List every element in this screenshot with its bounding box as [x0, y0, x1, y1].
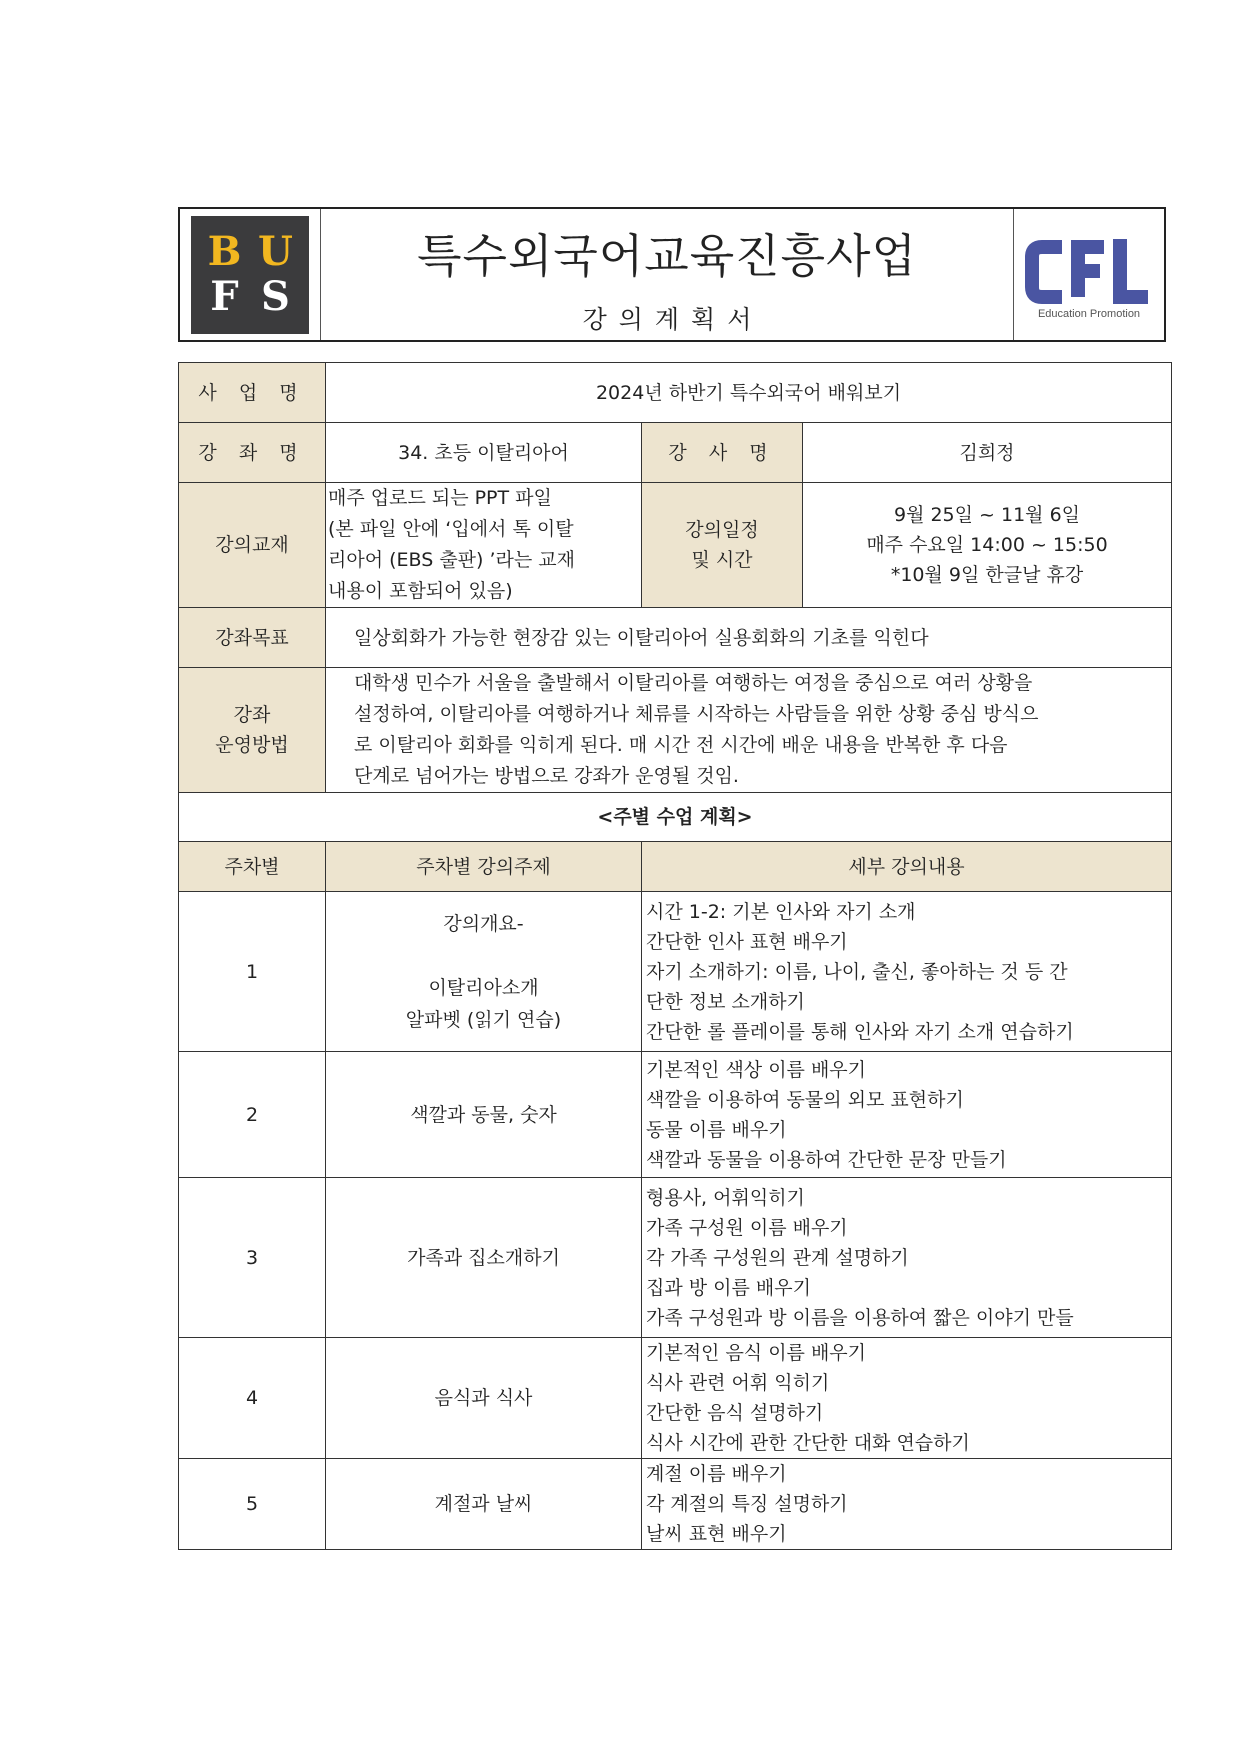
document-subtitle: 강의계획서	[582, 304, 764, 334]
col-week-header: 주차별	[179, 842, 326, 892]
week-row	[179, 1178, 1172, 1338]
material-line: (본 파일 안에 ‘입에서 톡 이탈	[328, 518, 574, 540]
goal-value: 일상회화가 가능한 현장감 있는 이탈리아어 실용회화의 기초를 익힌다	[326, 608, 1172, 668]
goal-row	[179, 608, 1172, 668]
project-label: 사 업 명	[179, 363, 326, 423]
detail-line: 식사 시간에 관한 간단한 대화 연습하기	[646, 1432, 970, 1454]
schedule-line: 9월 25일 ~ 11월 6일	[893, 504, 1081, 526]
cfl-logo-cell	[1013, 209, 1164, 340]
material-line: 내용이 포함되어 있음)	[328, 580, 513, 602]
detail-line: 식사 관련 어휘 익히기	[646, 1372, 830, 1394]
week-topic	[326, 892, 642, 1052]
method-value	[326, 668, 1172, 793]
detail-line: 가족 구성원과 방 이름을 이용하여 짧은 이야기 만들	[646, 1306, 1074, 1329]
project-row	[179, 363, 1172, 423]
week-topic: 음식과 식사	[326, 1338, 642, 1459]
col-detail-header: 세부 강의내용	[642, 842, 1172, 892]
week-details	[642, 1052, 1172, 1178]
method-line: 설정하여, 이탈리아를 여행하거나 체류를 시작하는 사람들을 위한 상황 중심 방식으	[354, 703, 1039, 725]
material-value	[326, 483, 642, 608]
week-details	[642, 892, 1172, 1052]
goal-label: 강좌목표	[179, 608, 326, 668]
document-title: 특수외국어교육진흥사업	[417, 228, 917, 283]
week-number: 3	[179, 1178, 326, 1338]
detail-line: 간단한 롤 플레이를 통해 인사와 자기 소개 연습하기	[646, 1020, 1074, 1043]
schedule-label-line: 및 시간	[691, 549, 753, 571]
method-row	[179, 668, 1172, 793]
detail-line: 단한 정보 소개하기	[646, 990, 805, 1013]
schedule-line: 매주 수요일 14:00 ~ 15:50	[866, 534, 1108, 556]
week-details	[642, 1459, 1172, 1550]
week-number: 5	[179, 1459, 326, 1550]
detail-line: 시간 1-2: 기본 인사와 자기 소개	[646, 900, 916, 923]
detail-line: 각 가족 구성원의 관계 설명하기	[646, 1246, 909, 1269]
course-row	[179, 423, 1172, 483]
bufs-letter-f: F	[210, 273, 239, 320]
cfl-logo-caption: Education Promotion	[1037, 307, 1141, 320]
weekly-section-title: <주별 수업 계획>	[179, 793, 1172, 842]
instructor-value: 김희정	[803, 423, 1172, 483]
detail-line: 간단한 인사 표현 배우기	[646, 930, 848, 953]
material-line: 매주 업로드 되는 PPT 파일	[328, 487, 552, 509]
week-number: 1	[179, 892, 326, 1052]
detail-line: 동물 이름 배우기	[646, 1118, 787, 1141]
bufs-letter-u: U	[258, 228, 293, 275]
week-row	[179, 892, 1172, 1052]
schedule-label-line: 강의일정	[685, 519, 759, 541]
bufs-letter-s: S	[261, 273, 290, 320]
topic-line	[330, 940, 637, 972]
bufs-letter-b: B	[207, 228, 242, 275]
topic-line: 강의개요-	[443, 912, 524, 935]
detail-line: 자기 소개하기: 이름, 나이, 출신, 좋아하는 것 등 간	[646, 960, 1068, 983]
week-row	[179, 1459, 1172, 1550]
cfl-logo	[1022, 225, 1156, 325]
lecture-plan-table	[178, 362, 1172, 1550]
instructor-label: 강 사 명	[642, 423, 803, 483]
method-label	[179, 668, 326, 793]
week-row	[179, 1052, 1172, 1178]
detail-line: 계절 이름 배우기	[646, 1463, 787, 1485]
week-topic: 가족과 집소개하기	[326, 1178, 642, 1338]
detail-line: 색깔을 이용하여 동물의 외모 표현하기	[646, 1088, 964, 1111]
method-line: 대학생 민수가 서울을 출발해서 이탈리아를 여행하는 여정을 중심으로 여러 상황을	[354, 672, 1033, 694]
header-title-cell	[321, 209, 1013, 340]
bufs-logo-cell	[180, 209, 321, 340]
detail-line: 간단한 음식 설명하기	[646, 1402, 824, 1424]
detail-line: 각 계절의 특징 설명하기	[646, 1493, 848, 1515]
document-header	[178, 207, 1166, 342]
week-details	[642, 1178, 1172, 1338]
detail-line: 기본적인 색상 이름 배우기	[646, 1058, 867, 1081]
weekly-section-row	[179, 793, 1172, 842]
schedule-label	[642, 483, 803, 608]
topic-line: 알파벳 (읽기 연습)	[405, 1008, 562, 1031]
method-line: 로 이탈리아 회화를 익히게 된다. 매 시간 전 시간에 배운 내용을 반복한 후 다음	[354, 734, 1008, 756]
weekly-header-row	[179, 842, 1172, 892]
col-topic-header: 주차별 강의주제	[326, 842, 642, 892]
material-label: 강의교재	[179, 483, 326, 608]
detail-line: 색깔과 동물을 이용하여 간단한 문장 만들기	[646, 1148, 1007, 1171]
material-line: 리아어 (EBS 출판) ’라는 교재	[328, 549, 575, 571]
detail-line: 가족 구성원 이름 배우기	[646, 1216, 848, 1239]
method-label-line: 강좌	[233, 704, 271, 726]
week-row	[179, 1338, 1172, 1459]
week-topic: 색깔과 동물, 숫자	[326, 1052, 642, 1178]
week-number: 4	[179, 1338, 326, 1459]
project-value: 2024년 하반기 특수외국어 배워보기	[326, 363, 1172, 423]
course-value: 34. 초등 이탈리아어	[326, 423, 642, 483]
material-row	[179, 483, 1172, 608]
bufs-logo	[191, 216, 309, 334]
detail-line: 집과 방 이름 배우기	[646, 1276, 811, 1299]
week-number: 2	[179, 1052, 326, 1178]
method-label-line: 운영방법	[215, 734, 289, 756]
detail-line: 형용사, 어휘익히기	[646, 1186, 805, 1209]
week-topic: 계절과 날씨	[326, 1459, 642, 1550]
schedule-line: *10월 9일 한글날 휴강	[890, 564, 1084, 586]
method-line: 단계로 넘어가는 방법으로 강좌가 운영될 것임.	[354, 765, 739, 787]
course-label: 강 좌 명	[179, 423, 326, 483]
topic-line: 이탈리아소개	[428, 976, 539, 999]
detail-line: 기본적인 음식 이름 배우기	[646, 1342, 867, 1364]
detail-line: 날씨 표현 배우기	[646, 1523, 787, 1545]
schedule-value	[803, 483, 1172, 608]
week-details	[642, 1338, 1172, 1459]
